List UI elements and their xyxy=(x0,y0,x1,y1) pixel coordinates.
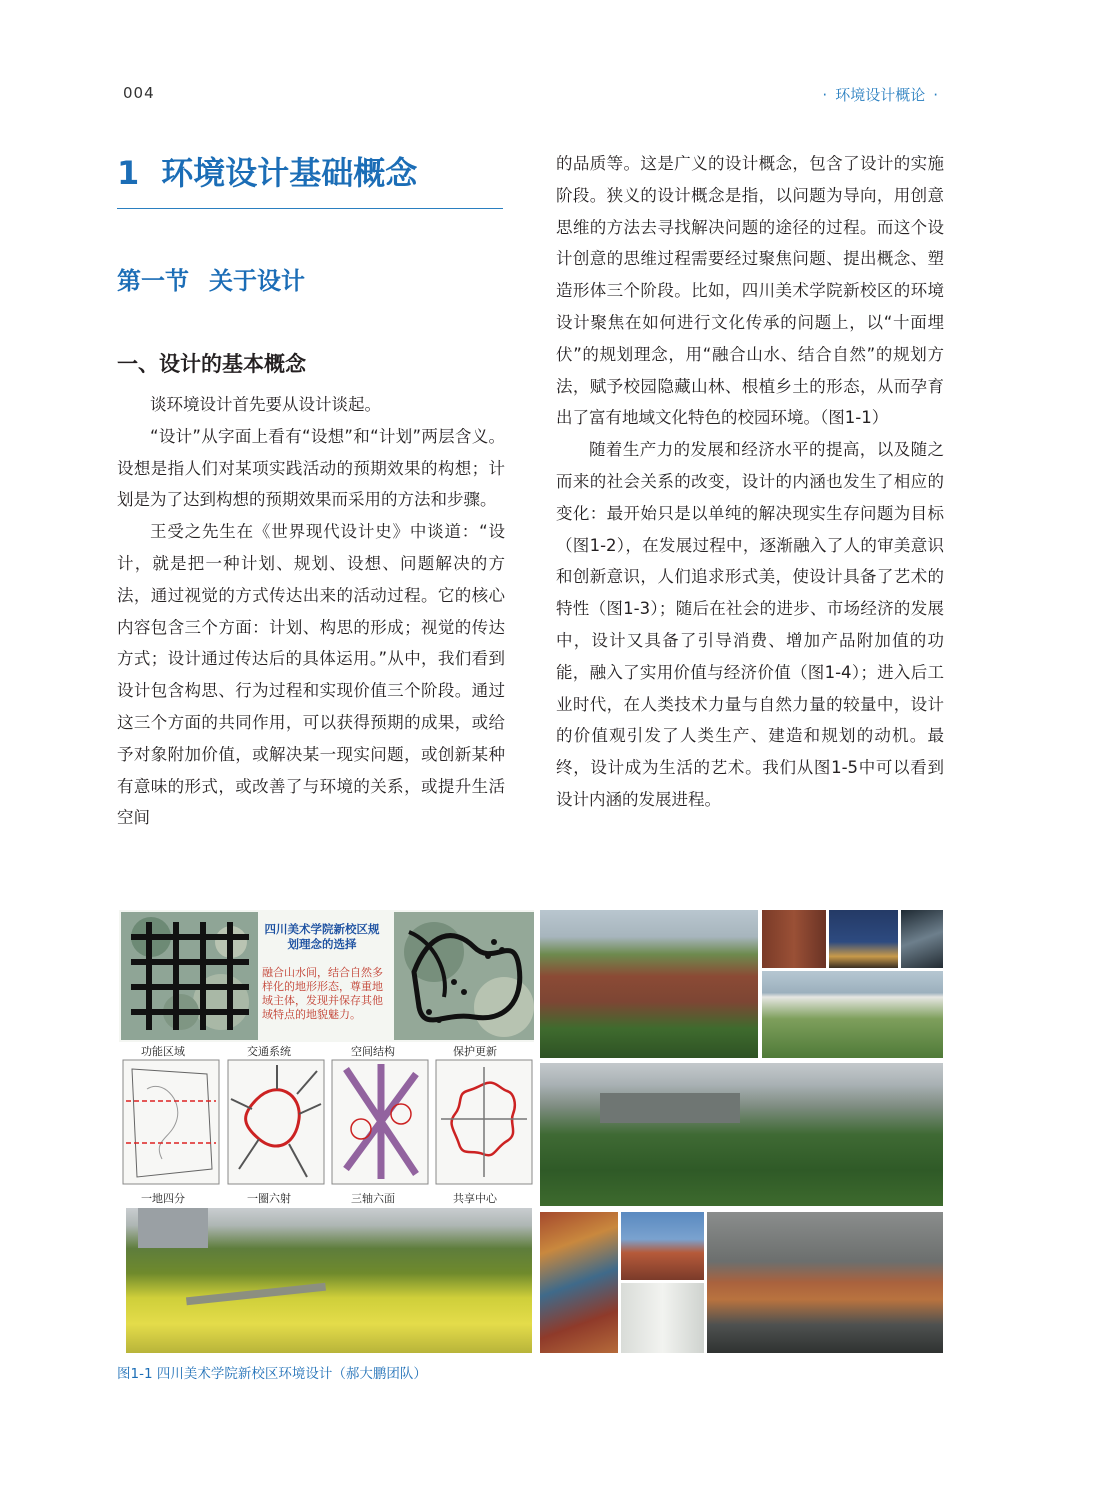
plan-label: 三轴六面 xyxy=(351,1192,395,1205)
plan-diagrams xyxy=(119,1042,534,1206)
photo-building xyxy=(138,1208,208,1248)
section-title xyxy=(117,265,505,297)
grid-plan-image xyxy=(121,912,258,1040)
running-head-dot-left: · xyxy=(822,86,828,104)
flower-field-photo xyxy=(126,1208,532,1353)
paragraph: 王受之先生在《世界现代设计史》中谈道：“设计，就是把一种计划、规划、设想、问题解决的方法，通过视觉的方式传达出来的活动过程。它的核心内容包含三个方面：计划、构思的形成；视觉的传达方式；设计通过传达后的具体运用。”从中，我们看到设计包含构思、行为过程和实现价值三个阶段。通过这三个方面的共同作用，可以获得预期的成果，或给予对象附加价值，或解决某一现实问题，或创新某种有意味的形式，或改善了与环境的关系，或提升生活空间 xyxy=(117,522,505,828)
campus-brick-photo xyxy=(540,910,758,1058)
glass-structure-photo xyxy=(901,910,943,968)
lotus-pond-photo xyxy=(762,971,943,1058)
hillside-aerial-photo xyxy=(540,1063,943,1206)
plan-label: 空间结构 xyxy=(351,1045,395,1058)
running-head-title: 环境设计概论 xyxy=(835,86,926,104)
section-label: 第一节 xyxy=(117,267,189,295)
subsection-title: 一、设计的基本概念 xyxy=(117,352,306,376)
paragraph: 谈环境设计首先要从设计谈起。 xyxy=(150,395,381,414)
figure-collage xyxy=(119,910,943,1353)
plan-diagram-traffic xyxy=(227,1059,325,1185)
right-column xyxy=(556,148,944,816)
plan-diagram-functional xyxy=(122,1059,220,1185)
running-head xyxy=(814,84,946,105)
chapter-title xyxy=(117,150,505,206)
photo-buildings-row xyxy=(600,1093,740,1123)
running-head-dot-right: · xyxy=(933,86,938,104)
plan-label: 共享中心 xyxy=(453,1192,497,1205)
plan-diagram-spatial xyxy=(331,1059,429,1185)
photo-path xyxy=(186,1283,326,1306)
mural-building-bw-photo xyxy=(707,1212,943,1353)
concept-description: 融合山水间，结合自然多样化的地形形态，尊重地域主体，发现并保存其他域特点的地貌魅力。 xyxy=(262,966,383,1021)
plan-label: 保护更新 xyxy=(453,1045,497,1058)
figure-caption: 图1-1 四川美术学院新校区环境设计（郝大鹏团队） xyxy=(117,1366,427,1382)
plan-label: 一地四分 xyxy=(141,1192,185,1205)
plan-label: 功能区域 xyxy=(141,1045,185,1058)
chapter-number: 1 xyxy=(117,154,140,192)
section-title-text: 关于设计 xyxy=(209,267,305,295)
concept-title: 四川美术学院新校区规划理念的选择 xyxy=(264,922,380,951)
concept-panel xyxy=(119,910,534,1042)
interior-window-photo xyxy=(621,1283,704,1353)
chapter-title-text: 环境设计基础概念 xyxy=(161,154,418,192)
paragraph: 的品质等。这是广义的设计概念，包含了设计的实施阶段。狭义的设计概念是指，以问题为导向，用创意思维的方法去寻找解决问题的途径的过程。而这个设计创意的思维过程需要经过聚焦问题、提出概念、塑造形体三个阶段。比如，四川美术学院新校区的环境设计聚焦在如何进行文化传承的问题上，以“十面埋伏”的规划理念，用“融合山水、结合自然”的规划方法，赋予校园隐藏山林、根植乡土的形态，从而孕育出了富有地域文化特色的校园环境。（图1-1） xyxy=(556,154,944,428)
page-number: 004 xyxy=(123,84,155,102)
mural-roof-photo xyxy=(621,1212,704,1280)
paragraph: 随着生产力的发展和经济水平的提高，以及随之而来的社会关系的改变，设计的内涵也发生了相应的变化：最开始只是以单纯的解决现实生存问题为目标（图1-2），在发展过程中，逐渐融入了人的审美意识和创新意识，人们追求形式美，使设计具备了艺术的特性（图1-3）；随后在社会的进步、市场经济的发展中，设计又具备了引导消费、增加产品附加值的功能，融入了实用价值与经济价值（图1-4）；进入后工业时代，在人类技术力量与自然力量的较量中，设计的价值观引发了人类生产、建造和规划的动机。最终，设计成为生活的艺术。我们从图1-5中可以看到设计内涵的发展进程。 xyxy=(556,440,944,809)
brick-facade-photo xyxy=(762,910,826,968)
mural-wall-photo xyxy=(540,1212,618,1353)
paragraph: “设计”从字面上看有“设想”和“计划”两层含义。设想是指人们对某项实践活动的预期效果的构想；计划是为了达到构想的预期效果而采用的方法和步骤。 xyxy=(117,426,505,510)
night-building-photo xyxy=(829,910,898,968)
organic-plan-image xyxy=(394,912,534,1040)
chapter-rule xyxy=(117,208,503,209)
plan-diagram-protection xyxy=(435,1059,533,1185)
plan-label: 交通系统 xyxy=(247,1045,291,1058)
plan-label: 一圈六射 xyxy=(247,1192,291,1205)
left-column xyxy=(117,150,505,834)
